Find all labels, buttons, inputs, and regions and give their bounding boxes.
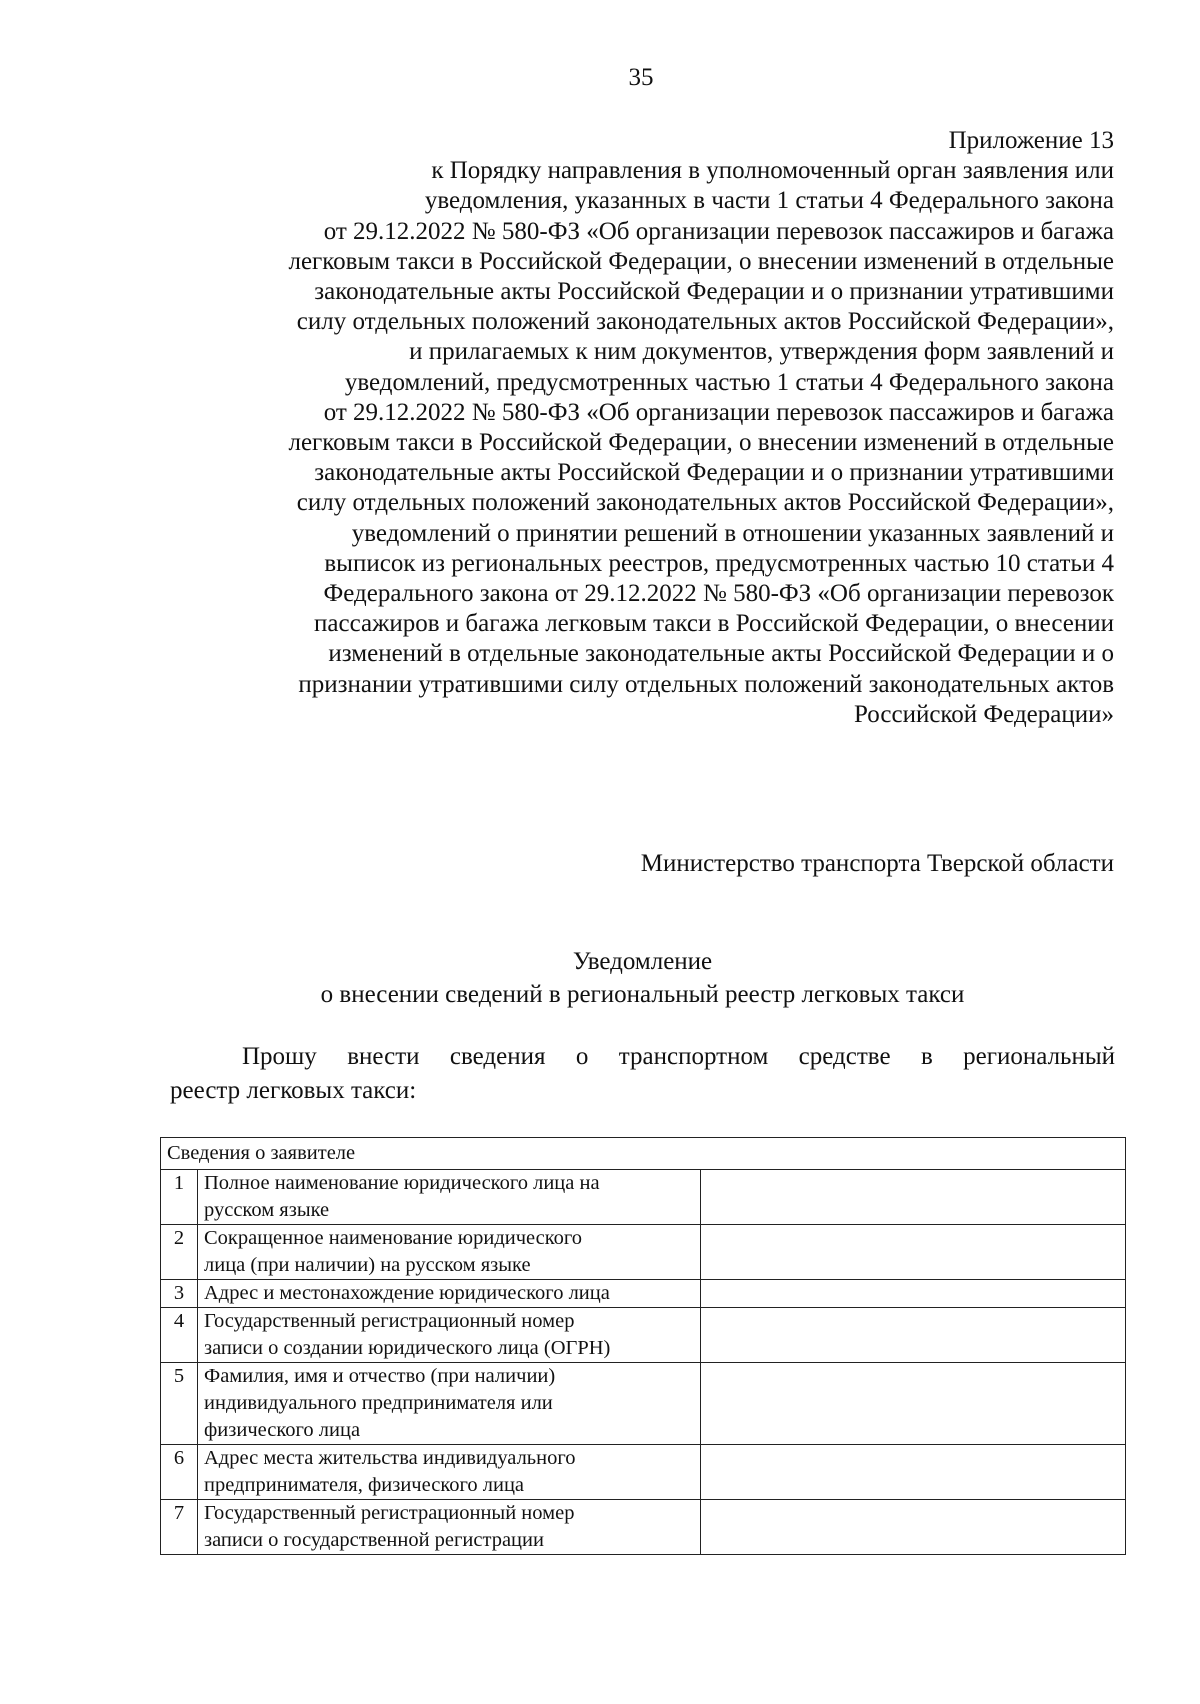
row-value-field[interactable] bbox=[701, 1225, 1126, 1280]
row-label-line: русском языке bbox=[204, 1199, 330, 1221]
row-number: 5 bbox=[161, 1363, 198, 1445]
title-line-2: о внесении сведений в региональный реестр легковых такси bbox=[320, 981, 965, 1008]
row-value-field[interactable] bbox=[701, 1445, 1126, 1500]
appendix-line: от 29.12.2022 № 580-ФЗ «Об организации перевозок пассажиров и багажа bbox=[323, 217, 1114, 245]
row-label bbox=[198, 1170, 701, 1225]
appendix-line: к Порядку направления в уполномоченный орган заявления или bbox=[431, 157, 1114, 185]
table-row bbox=[161, 1500, 1126, 1555]
table-row bbox=[161, 1363, 1126, 1445]
appendix-line: пассажиров и багажа легковым такси в Российской Федерации, о внесении bbox=[314, 610, 1114, 638]
intro-line-2: реестр легковых такси: bbox=[170, 1077, 417, 1104]
row-label-line: записи о создании юридического лица (ОГРН) bbox=[204, 1337, 611, 1359]
appendix-line: законодательные акты Российской Федерации и о признании утратившими bbox=[314, 459, 1114, 487]
row-label bbox=[198, 1308, 701, 1363]
row-label-line: Государственный регистрационный номер bbox=[204, 1502, 575, 1524]
row-label-line: предпринимателя, физического лица bbox=[204, 1474, 525, 1496]
appendix-line: изменений в отдельные законодательные акты Российской Федерации и о bbox=[328, 640, 1114, 668]
row-label-line: индивидуального предпринимателя или bbox=[204, 1392, 553, 1414]
row-label bbox=[198, 1363, 701, 1445]
row-label-line: Сокращенное наименование юридического bbox=[204, 1227, 583, 1249]
appendix-line: от 29.12.2022 № 580-ФЗ «Об организации перевозок пассажиров и багажа bbox=[323, 398, 1114, 426]
ministry-name: Министерство транспорта Тверской области bbox=[640, 850, 1114, 877]
table-row bbox=[161, 1445, 1126, 1500]
row-label-line: Фамилия, имя и отчество (при наличии) bbox=[204, 1365, 556, 1387]
appendix-line: законодательные акты Российской Федерации и о признании утратившими bbox=[314, 278, 1114, 306]
row-label-line: лица (при наличии) на русском языке bbox=[204, 1254, 531, 1276]
appendix-line: уведомлений, предусмотренных частью 1 статьи 4 Федерального закона bbox=[344, 368, 1114, 396]
appendix-line: легковым такси в Российской Федерации, о внесении изменений в отдельные bbox=[288, 247, 1114, 275]
appendix-line: силу отдельных положений законодательных актов Российской Федерации», bbox=[296, 308, 1114, 336]
row-value-field[interactable] bbox=[701, 1500, 1126, 1555]
page-number: 35 bbox=[628, 64, 654, 91]
document-title bbox=[0, 945, 1200, 1011]
row-label bbox=[198, 1445, 701, 1500]
table-row bbox=[161, 1308, 1126, 1363]
appendix-line: выписок из региональных реестров, предусмотренных частью 10 статьи 4 bbox=[324, 549, 1114, 577]
appendix-line: Российской Федерации» bbox=[853, 700, 1114, 728]
row-number: 6 bbox=[161, 1445, 198, 1500]
row-label bbox=[198, 1225, 701, 1280]
row-value-field[interactable] bbox=[701, 1363, 1126, 1445]
row-label bbox=[198, 1280, 701, 1308]
row-label bbox=[198, 1500, 701, 1555]
appendix-line: уведомления, указанных в части 1 статьи 4 Федерального закона bbox=[424, 187, 1114, 215]
appendix-line: легковым такси в Российской Федерации, о внесении изменений в отдельные bbox=[288, 429, 1114, 457]
row-value-field[interactable] bbox=[701, 1280, 1126, 1308]
row-label-line: записи о государственной регистрации bbox=[204, 1529, 544, 1551]
row-number: 4 bbox=[161, 1308, 198, 1363]
intro-line-1: Прошу внести сведения о транспортном средстве в региональный bbox=[242, 1043, 1115, 1070]
row-label-line: Государственный регистрационный номер bbox=[204, 1310, 575, 1332]
appendix-line: и прилагаемых к ним документов, утверждения форм заявлений и bbox=[409, 338, 1114, 366]
table-section-header-row bbox=[161, 1138, 1126, 1170]
section-header: Сведения о заявителе bbox=[161, 1138, 1126, 1170]
appendix-line: Федерального закона от 29.12.2022 № 580-ФЗ «Об организации перевозок bbox=[323, 580, 1114, 608]
applicant-info-table bbox=[160, 1137, 1126, 1555]
appendix-line: уведомлений о принятии решений в отношении указанных заявлений и bbox=[351, 519, 1114, 547]
appendix-line: признании утратившими силу отдельных положений законодательных актов bbox=[298, 670, 1114, 698]
row-number: 1 bbox=[161, 1170, 198, 1225]
row-value-field[interactable] bbox=[701, 1308, 1126, 1363]
row-label-line: физического лица bbox=[204, 1419, 361, 1441]
table-row bbox=[161, 1225, 1126, 1280]
row-number: 3 bbox=[161, 1280, 198, 1308]
intro-paragraph bbox=[170, 1040, 1115, 1108]
row-label-line: Адрес места жительства индивидуального bbox=[204, 1447, 576, 1469]
row-label-line: Полное наименование юридического лица на bbox=[204, 1172, 600, 1194]
appendix-line: Приложение 13 bbox=[948, 127, 1114, 154]
table-row bbox=[161, 1170, 1126, 1225]
row-label-line: Адрес и местонахождение юридического лица bbox=[204, 1282, 610, 1304]
row-value-field[interactable] bbox=[701, 1170, 1126, 1225]
title-line-1: Уведомление bbox=[572, 948, 713, 975]
appendix-heading bbox=[134, 126, 1114, 730]
table-row bbox=[161, 1280, 1126, 1308]
appendix-line: силу отдельных положений законодательных актов Российской Федерации», bbox=[296, 489, 1114, 517]
row-number: 2 bbox=[161, 1225, 198, 1280]
row-number: 7 bbox=[161, 1500, 198, 1555]
